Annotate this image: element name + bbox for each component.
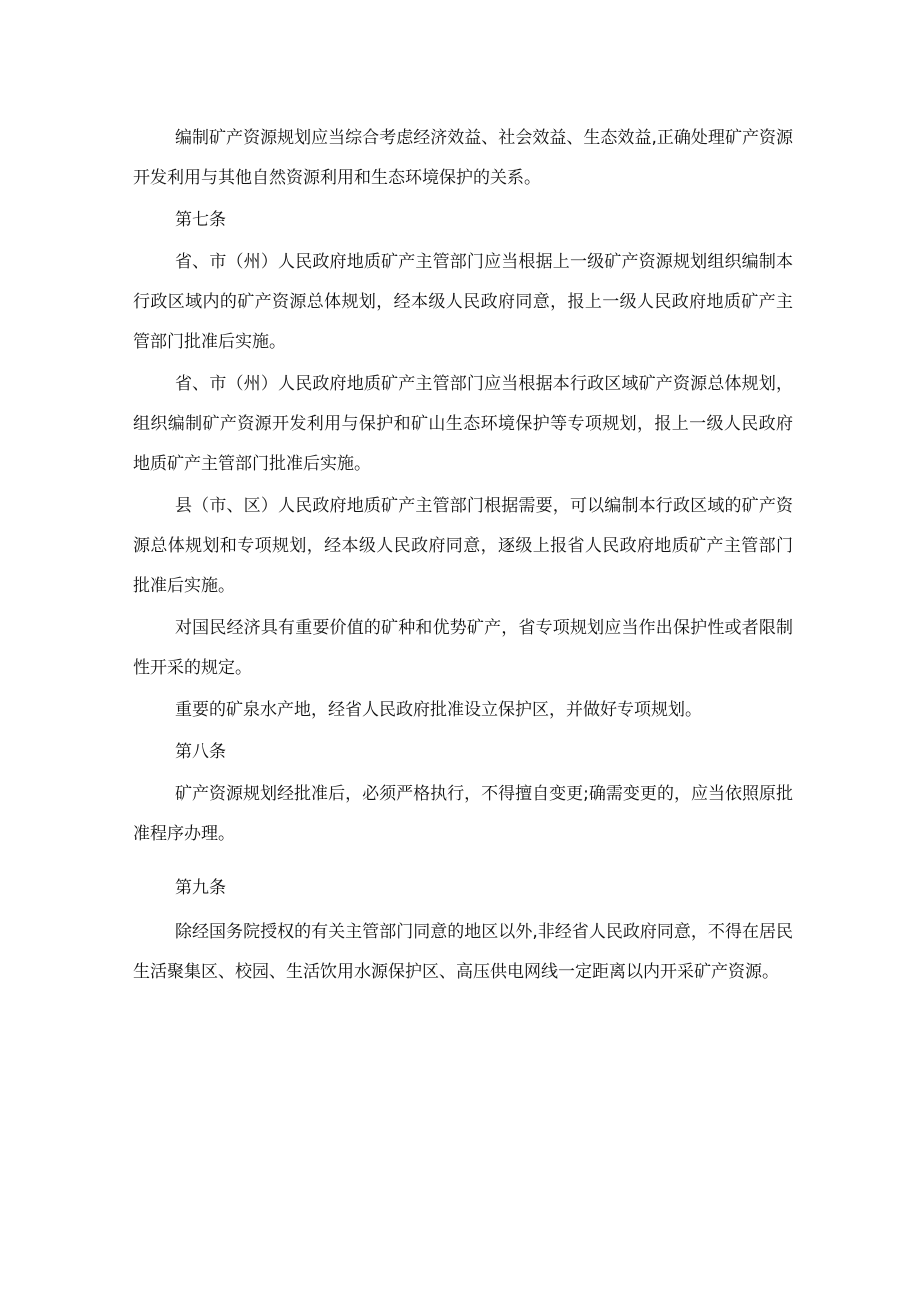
article-8-heading: 第八条 <box>175 742 226 762</box>
paragraph-planning-principles: 编制矿产资源规划应当综合考虑经济效益、社会效益、生态效益,正确处理矿产资源开发利用与其他自然资源利用和生态环境保护的关系。 <box>133 128 793 188</box>
article-7-heading: 第七条 <box>175 210 226 230</box>
paragraph-protective-mining: 对国民经济具有重要价值的矿种和优势矿产，省专项规划应当作出保护性或者限制性开采的规定。 <box>133 618 793 678</box>
paragraph-plan-execution: 矿产资源规划经批准后，必须严格执行，不得擅自变更;确需变更的，应当依照原批准程序办理。 <box>133 784 793 844</box>
paragraph-mining-restrictions: 除经国务院授权的有关主管部门同意的地区以外,非经省人民政府同意，不得在居民生活聚集区、校园、生活饮用水源保护区、高压供电网线一定距离以内开采矿产资源。 <box>133 922 793 982</box>
paragraph-provincial-special-plan: 省、市（州）人民政府地质矿产主管部门应当根据本行政区域矿产资源总体规划，组织编制矿产资源开发利用与保护和矿山生态环境保护等专项规划，报上一级人民政府地质矿产主管部门批准后实施。 <box>133 374 793 474</box>
article-9-heading: 第九条 <box>175 878 226 898</box>
paragraph-provincial-overall-plan: 省、市（州）人民政府地质矿产主管部门应当根据上一级矿产资源规划组织编制本行政区域内的矿产资源总体规划，经本级人民政府同意，报上一级人民政府地质矿产主管部门批准后实施。 <box>133 252 793 352</box>
paragraph-county-plan: 县（市、区）人民政府地质矿产主管部门根据需要，可以编制本行政区域的矿产资源总体规划和专项规划，经本级人民政府同意，逐级上报省人民政府地质矿产主管部门批准后实施。 <box>133 496 793 596</box>
document-page <box>133 118 793 992</box>
paragraph-mineral-water: 重要的矿泉水产地，经省人民政府批准设立保护区，并做好专项规划。 <box>175 700 702 720</box>
